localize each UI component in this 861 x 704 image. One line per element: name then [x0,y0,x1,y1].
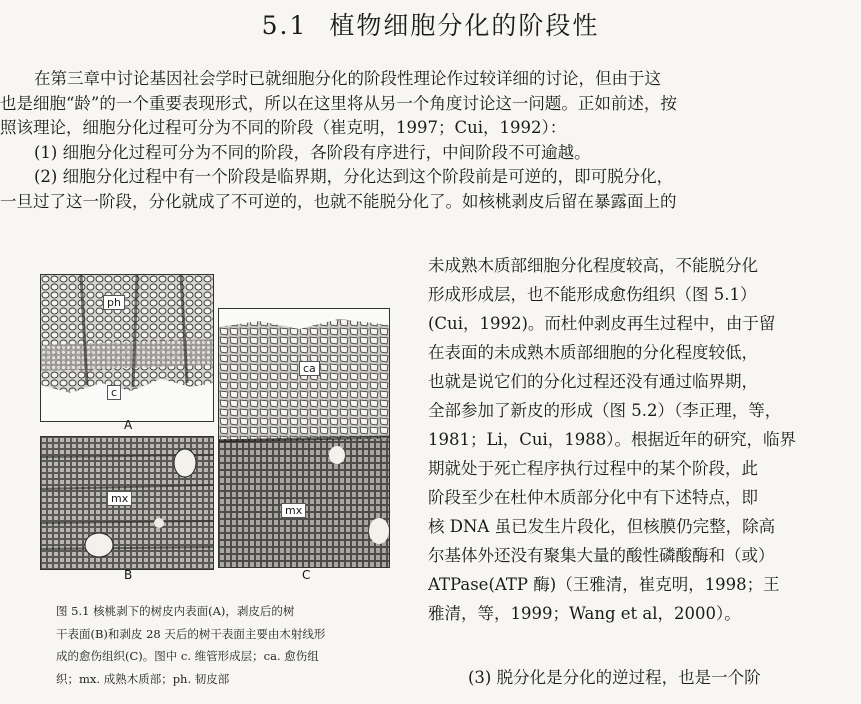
body-line: (2) 细胞分化过程中有一个阶段是临界期，分化达到这个阶段前是可逆的，即可脱分化， [34,167,674,186]
paragraph-3-start: (3) 脱分化是分化的逆过程，也是一个阶 [468,668,761,687]
micrograph-panel-a [40,274,214,422]
right-line: 期就处于死亡程序执行过程中的某个阶段，此 [428,459,758,478]
right-line: 全部参加了新皮的形成（图 5.2）（李正理，等， [428,401,782,420]
figure-caption [56,600,396,690]
panel-label-b: B [124,568,133,582]
caption-line: 成的愈伤组织(C)。图中 c. 维管形成层；ca. 愈伤组 [56,649,319,663]
body-line: (1) 细胞分化过程可分为不同的阶段，各阶段有序进行，中间阶段不可逾越。 [34,142,591,162]
caption-line: 织；mx. 成熟木质部；ph. 韧皮部 [56,671,230,686]
micrograph-a-image [41,275,213,421]
section-title-text: 植物细胞分化的阶段性 [329,11,600,40]
right-line: 也就是说它们的分化过程还没有通过临界期， [428,372,758,391]
body-line: 一旦过了这一阶段，分化就成了不可逆的，也就不能脱分化了。如核桃剥皮后留在暴露面上的 [0,191,677,211]
right-column-text [428,254,858,631]
right-line: (Cui，1992)。而杜仲剥皮再生过程中，由于留 [428,314,776,333]
figure-5-1 [40,274,390,586]
right-line: 尔基体外还没有聚集大量的酸性磷酸酶和（或） [428,546,775,565]
right-line: 阶段至少在杜仲木质部分化中有下述特点，即 [428,488,758,507]
body-paragraphs [0,68,861,215]
micrograph-c-image [219,309,389,567]
section-number: 5.1 [261,11,308,40]
figure-tag-mx-b: mx [107,491,132,506]
figure-tag-c: c [107,385,121,400]
panel-label-c: C [302,568,311,582]
right-line: 在表面的未成熟木质部细胞的分化程度较低， [428,343,758,362]
body-line: 在第三章中讨论基因社会学时已就细胞分化的阶段性理论作过较详细的讨论，但由于这 [34,69,661,88]
body-line: 也是细胞“龄”的一个重要表现形式，所以在这里将从另一个角度讨论这一问题。正如前述，按 [0,93,677,113]
caption-line: 干表面(B)和剥皮 28 天后的树干表面主要由木射线形 [56,626,326,641]
right-line: 1981；Li，Cui，1988）。根据近年的研究，临界 [428,430,796,449]
right-line: 未成熟木质部细胞分化程度较高，不能脱分化 [428,256,758,275]
body-line: 照该理论，细胞分化过程可分为不同的阶段（崔克明，1997；Cui，1992）： [0,118,567,137]
right-line: 形成形成层，也不能形成愈伤组织（图 5.1） [428,285,757,304]
micrograph-panel-b [40,436,214,570]
caption-line: 图 5.1 核桃剥下的树皮内表面(A)，剥皮后的树 [56,604,295,618]
panel-label-a: A [124,418,133,432]
right-line: 雅清，等，1999；Wang et al，2000）。 [428,604,741,623]
right-line: 核 DNA 虽已发生片段化，但核膜仍完整，除高 [428,517,776,536]
right-line: ATPase(ATP 酶)（王雅清，崔克明，1998；王 [428,575,780,594]
section-title [0,6,861,42]
figure-tag-ph: ph [103,295,125,310]
figure-tag-mx-c: mx [281,503,306,518]
micrograph-panel-c [218,308,390,568]
figure-tag-ca: ca [299,361,320,376]
